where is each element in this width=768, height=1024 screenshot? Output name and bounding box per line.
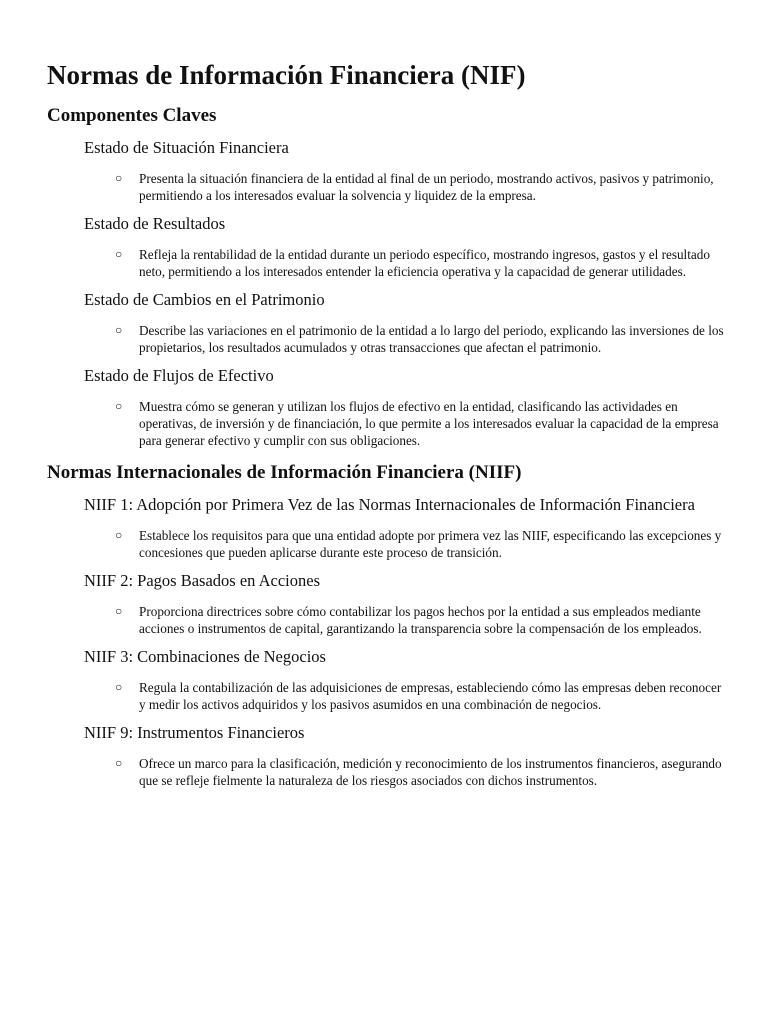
item-title: NIIF 2: Pagos Basados en Acciones bbox=[84, 571, 321, 590]
list-item bbox=[84, 755, 727, 789]
bullet-circle-icon: ○ bbox=[115, 171, 123, 185]
item-description: Regula la contabilización de las adquisiciones de empresas, estableciendo cómo las empresas deben reconocer y medir los activos adquiridos y los pasivos asumidos en una combinación de negocios. bbox=[139, 680, 722, 712]
item-title: Estado de Situación Financiera bbox=[84, 138, 289, 157]
list-item bbox=[84, 246, 727, 280]
list-item bbox=[84, 527, 727, 561]
document-title: Normas de Información Financiera (NIF) bbox=[47, 60, 526, 90]
section-componentes-claves bbox=[47, 104, 727, 449]
item-niif-1 bbox=[47, 494, 727, 561]
section-heading: Normas Internacionales de Información Financiera (NIIF) bbox=[47, 462, 522, 483]
item-description-list bbox=[84, 755, 727, 789]
bullet-circle-icon: ○ bbox=[115, 399, 123, 413]
bullet-circle-icon: ○ bbox=[115, 680, 123, 694]
item-title: NIIF 1: Adopción por Primera Vez de las Normas Internacionales de Información Financiera bbox=[84, 495, 695, 514]
bullet-circle-icon: ○ bbox=[115, 604, 123, 618]
item-description-list bbox=[84, 170, 727, 204]
list-item bbox=[84, 679, 727, 713]
item-description: Ofrece un marco para la clasificación, medición y reconocimiento de los instrumentos financieros, asegurando que se refleje fielmente la naturaleza de los riesgos asociados con dichos instrumentos. bbox=[139, 756, 722, 788]
item-estado-situacion-financiera bbox=[47, 137, 727, 204]
list-item bbox=[84, 170, 727, 204]
item-title: Estado de Flujos de Efectivo bbox=[84, 366, 274, 385]
bullet-circle-icon: ○ bbox=[115, 247, 123, 261]
item-description-list bbox=[84, 603, 727, 637]
item-niif-9 bbox=[47, 722, 727, 789]
item-description: Describe las variaciones en el patrimonio de la entidad a lo largo del periodo, explicando las inversiones de los propietarios, los resultados acumulados y otras transacciones que afectan el patrimonio. bbox=[139, 323, 724, 355]
item-description: Proporciona directrices sobre cómo contabilizar los pagos hechos por la entidad a sus empleados mediante acciones o instrumentos de capital, garantizando la transparencia sobre la compensación de los empleados. bbox=[139, 604, 702, 636]
bullet-circle-icon: ○ bbox=[115, 528, 123, 542]
item-description-list bbox=[84, 246, 727, 280]
item-title: Estado de Resultados bbox=[84, 214, 226, 233]
item-title: NIIF 3: Combinaciones de Negocios bbox=[84, 647, 326, 666]
item-description-list bbox=[84, 398, 727, 449]
item-description-list bbox=[84, 527, 727, 561]
section-niif bbox=[47, 461, 727, 789]
bullet-circle-icon: ○ bbox=[115, 323, 123, 337]
item-niif-2 bbox=[47, 570, 727, 637]
section-heading: Componentes Claves bbox=[47, 105, 217, 126]
item-estado-resultados bbox=[47, 213, 727, 280]
bullet-circle-icon: ○ bbox=[115, 756, 123, 770]
item-niif-3 bbox=[47, 646, 727, 713]
item-estado-flujos-efectivo bbox=[47, 365, 727, 449]
item-title: NIIF 9: Instrumentos Financieros bbox=[84, 723, 305, 742]
item-description-list bbox=[84, 322, 727, 356]
item-description: Muestra cómo se generan y utilizan los flujos de efectivo en la entidad, clasificando las actividades en operativas, de inversión y de financiación, lo que permite a los interesados evaluar la capacidad de la empresa para generar efectivo y cumplir con sus obligaciones. bbox=[139, 399, 719, 448]
document-page bbox=[47, 58, 727, 789]
item-title: Estado de Cambios en el Patrimonio bbox=[84, 290, 325, 309]
list-item bbox=[84, 398, 727, 449]
item-description: Refleja la rentabilidad de la entidad durante un periodo específico, mostrando ingresos, gastos y el resultado neto, permitiendo a los interesados entender la eficiencia operativa y la capacidad de generar utilidades. bbox=[139, 247, 710, 279]
item-description: Presenta la situación financiera de la entidad al final de un periodo, mostrando activos, pasivos y patrimonio, permitiendo a los interesados evaluar la solvencia y liquidez de la empresa. bbox=[139, 171, 714, 203]
list-item bbox=[84, 603, 727, 637]
item-description: Establece los requisitos para que una entidad adopte por primera vez las NIIF, especificando las excepciones y concesiones que pueden aplicarse durante este proceso de transición. bbox=[139, 528, 722, 560]
item-description-list bbox=[84, 679, 727, 713]
item-estado-cambios-patrimonio bbox=[47, 289, 727, 356]
list-item bbox=[84, 322, 727, 356]
